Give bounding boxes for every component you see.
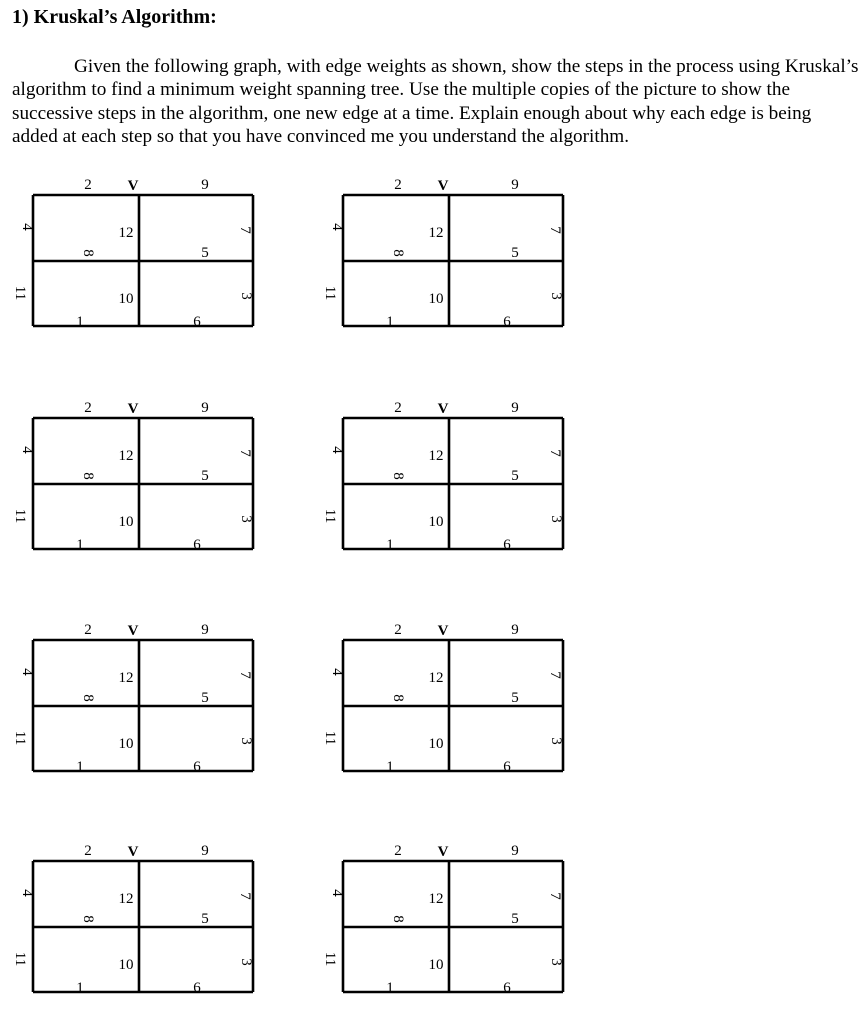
weight-left-upper: 4 [329,668,345,676]
weight-bottom-left: 1 [386,759,394,775]
weight-center-upper: 12 [118,225,134,241]
weight-center-upper: 12 [118,891,134,907]
vertex-v-label: V [127,178,139,194]
weight-bottom-right: 6 [193,314,201,330]
weight-bottom-right: 6 [193,759,201,775]
weight-bottom-left: 1 [76,537,84,553]
weight-center-upper: 12 [428,891,444,907]
weight-top-left: 2 [394,622,402,638]
weight-center-lower: 10 [428,291,444,307]
weight-center-lower: 10 [118,514,134,530]
weight-right-upper: 7 [547,226,563,234]
graph-copy-3 [0,393,262,555]
weight-bottom-left: 1 [386,537,394,553]
weight-center-lower: 10 [428,736,444,752]
weight-middle-right: 5 [201,468,209,484]
weight-center-upper: 12 [428,448,444,464]
weight-right-upper: 7 [547,671,563,679]
graph-copy-8 [310,836,572,998]
weight-top-right: 9 [511,843,519,859]
weight-left-upper: 4 [19,223,35,231]
vertex-v-label: V [127,623,139,639]
weight-left-upper: 4 [19,446,35,454]
weight-left-lower: 11 [12,508,28,524]
weight-bottom-right: 6 [193,537,201,553]
weight-center-lower: 10 [118,736,134,752]
weight-left-lower: 11 [12,730,28,746]
weight-right-upper: 7 [237,892,253,900]
weight-right-lower: 3 [238,515,254,523]
weight-top-right: 9 [201,622,209,638]
weight-right-upper: 7 [237,671,253,679]
vertex-v-label: V [437,401,449,417]
weight-top-left: 2 [394,400,402,416]
weight-middle-left: 8 [390,915,406,923]
weight-left-lower: 11 [322,730,338,746]
graph-copy-1 [0,170,262,332]
weight-bottom-left: 1 [386,314,394,330]
weight-left-upper: 4 [329,889,345,897]
weight-center-lower: 10 [118,957,134,973]
weight-right-lower: 3 [548,515,564,523]
weight-middle-left: 8 [80,249,96,257]
graph-copy-2 [310,170,572,332]
weight-right-upper: 7 [547,892,563,900]
weight-middle-left: 8 [80,472,96,480]
weight-center-upper: 12 [118,448,134,464]
weight-middle-right: 5 [511,911,519,927]
weight-right-upper: 7 [547,449,563,457]
vertex-v-label: V [127,401,139,417]
weight-left-lower: 11 [12,285,28,301]
weight-top-right: 9 [201,843,209,859]
weight-right-lower: 3 [238,737,254,745]
weight-middle-right: 5 [511,245,519,261]
vertex-v-label: V [437,623,449,639]
weight-bottom-left: 1 [386,980,394,996]
weight-middle-right: 5 [511,690,519,706]
weight-bottom-right: 6 [503,537,511,553]
weight-middle-right: 5 [201,690,209,706]
weight-right-upper: 7 [237,449,253,457]
weight-bottom-right: 6 [503,980,511,996]
weight-left-upper: 4 [329,446,345,454]
weight-left-upper: 4 [19,889,35,897]
weight-bottom-right: 6 [193,980,201,996]
problem-instructions: Given the following graph, with edge weights as shown, show the steps in the process using Kruskal’s algorithm to find a minimum weight spanning tree. Use the multiple copies of the picture to show the successive steps in the algorithm, one new edge at a time. Explain enough about why each edge is being added at each step so that you have convinced me you understand the algorithm. [12,56,859,147]
weight-right-lower: 3 [238,958,254,966]
weight-top-left: 2 [394,177,402,193]
weight-middle-left: 8 [390,249,406,257]
weight-right-lower: 3 [548,292,564,300]
weight-right-lower: 3 [238,292,254,300]
weight-center-lower: 10 [428,957,444,973]
weight-bottom-right: 6 [503,759,511,775]
weight-bottom-left: 1 [76,980,84,996]
weight-left-upper: 4 [329,223,345,231]
weight-right-upper: 7 [237,226,253,234]
weight-left-lower: 11 [322,285,338,301]
graph-copy-5 [0,615,262,777]
problem-heading: 1) Kruskal’s Algorithm: [12,6,217,28]
weight-bottom-right: 6 [503,314,511,330]
weight-top-right: 9 [511,622,519,638]
weight-middle-left: 8 [390,694,406,702]
graph-copy-6 [310,615,572,777]
weight-right-lower: 3 [548,737,564,745]
weight-top-left: 2 [84,843,92,859]
weight-top-left: 2 [84,177,92,193]
weight-bottom-left: 1 [76,314,84,330]
weight-center-upper: 12 [428,225,444,241]
graph-copy-7 [0,836,262,998]
weight-bottom-left: 1 [76,759,84,775]
weight-top-left: 2 [394,843,402,859]
weight-top-right: 9 [201,400,209,416]
graph-copy-4 [310,393,572,555]
weight-center-lower: 10 [428,514,444,530]
weight-top-right: 9 [511,400,519,416]
weight-left-lower: 11 [12,951,28,967]
weight-middle-right: 5 [201,911,209,927]
weight-left-lower: 11 [322,951,338,967]
weight-top-left: 2 [84,400,92,416]
weight-center-lower: 10 [118,291,134,307]
weight-top-right: 9 [201,177,209,193]
weight-right-lower: 3 [548,958,564,966]
weight-center-upper: 12 [428,670,444,686]
weight-top-left: 2 [84,622,92,638]
vertex-v-label: V [437,178,449,194]
vertex-v-label: V [437,844,449,860]
weight-middle-right: 5 [201,245,209,261]
weight-middle-left: 8 [390,472,406,480]
vertex-v-label: V [127,844,139,860]
weight-middle-left: 8 [80,915,96,923]
weight-middle-right: 5 [511,468,519,484]
weight-left-upper: 4 [19,668,35,676]
weight-left-lower: 11 [322,508,338,524]
weight-middle-left: 8 [80,694,96,702]
weight-top-right: 9 [511,177,519,193]
weight-center-upper: 12 [118,670,134,686]
